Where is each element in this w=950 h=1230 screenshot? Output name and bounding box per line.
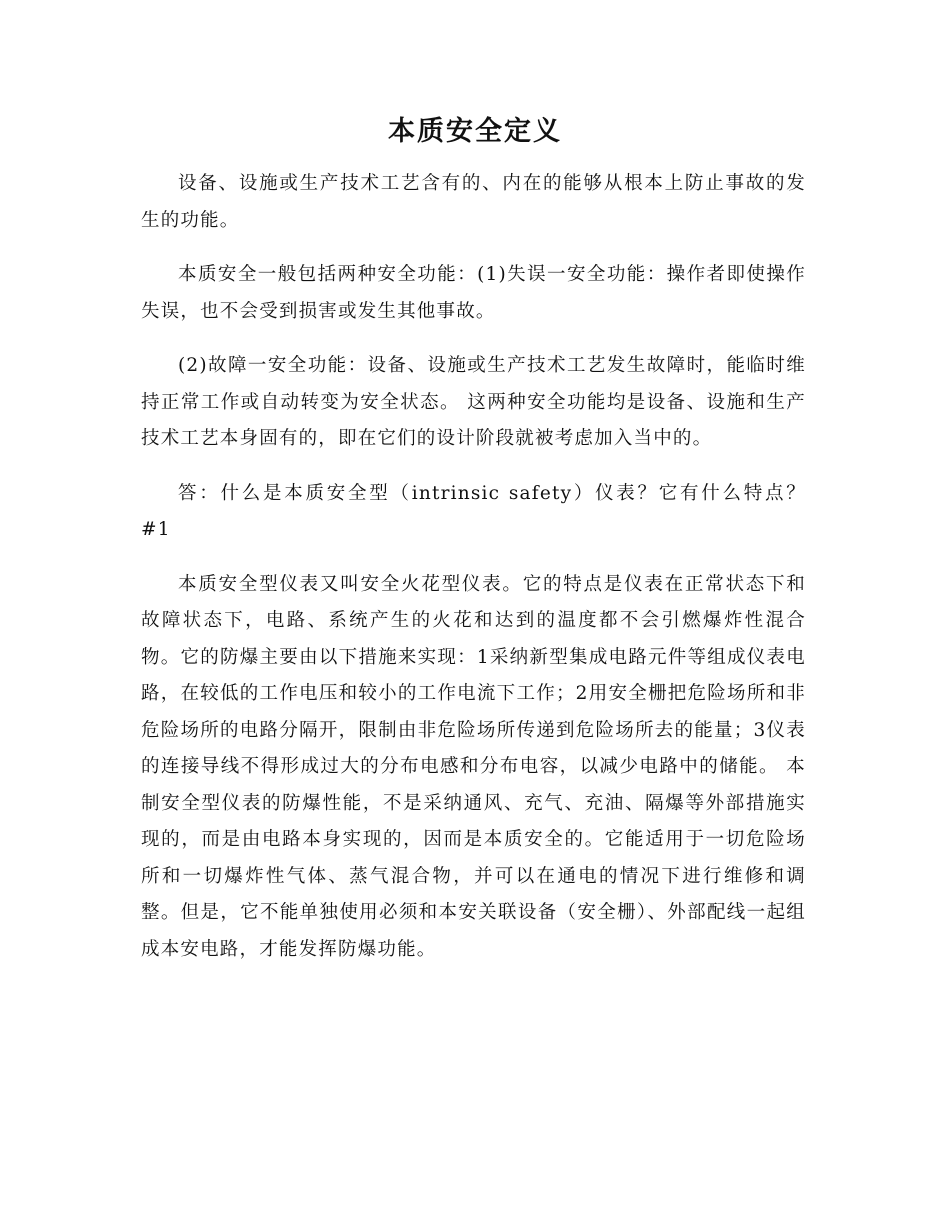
document-title: 本质安全定义 [388, 116, 562, 147]
paragraph-question: 答：什么是本质安全型（intrinsic safety）仪表？它有什么特点？ #1 [141, 482, 806, 540]
paragraph-answer: 本质安全型仪表又叫安全火花型仪表。它的特点是仪表在正常状态下和故障状态下，电路、系统产生的火花和达到的温度都不会引燃爆炸性混合物。它的防爆主要由以下措施来实现：1采纳新型集成电路元件等组成仪表电路，在较低的工作电压和较小的工作电流下工作；2用安全栅把危险场所和非危险场所的电路分隔开，限制由非危险场所传递到危险场所去的能量；3仪表的连接导线不得形成过大的分布电感和分布电容，以减少电路中的储能。 本制安全型仪表的防爆性能，不是采纳通风、充气、充油、隔爆等外部措施实现的，而是由电路本身实现的，因而是本质安全的。它能适用于一切危险场所和一切爆炸性气体、蒸气混合物，并可以在通电的情况下进行维修和调整。但是，它不能单独使用必须和本安关联设备（安全栅）、外部配线一起组成本安电路，才能发挥防爆功能。 [141, 573, 806, 960]
paragraph-error-safety: 本质安全一般包括两种安全功能：(1)失误一安全功能：操作者即使操作失误，也不会受到损害或发生其他事故。 [141, 264, 806, 322]
document-body [141, 166, 806, 986]
paragraph-definition: 设备、设施或生产技术工艺含有的、内在的能够从根本上防止事故的发生的功能。 [141, 173, 806, 231]
paragraph-fault-safety: (2)故障一安全功能：设备、设施或生产技术工艺发生故障时，能临时维持正常工作或自动转变为安全状态。 这两种安全功能均是设备、设施和生产技术工艺本身固有的，即在它们的设计阶段就被考虑加入当中的。 [141, 355, 806, 449]
